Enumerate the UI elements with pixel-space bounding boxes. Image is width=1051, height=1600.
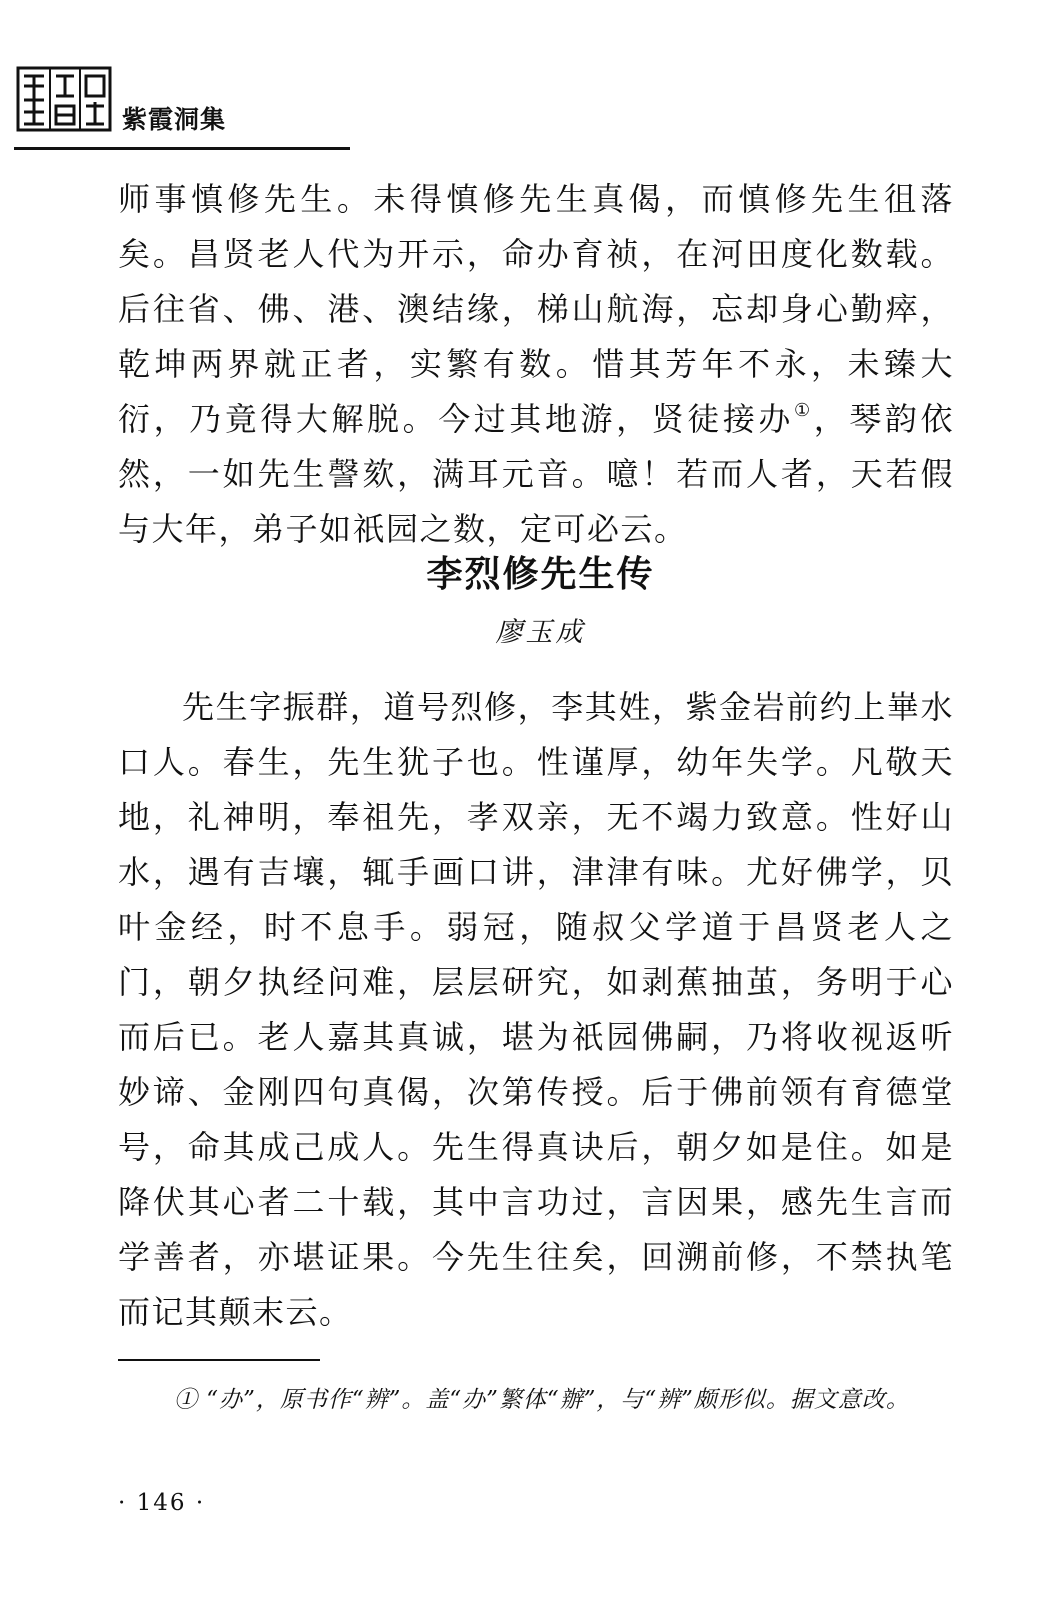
paragraph-text-after-note: ，琴韵依然，一如先生謦欬，满耳元音。噫！若而人者，天若假与大年，弟子如祇园之数，定可必云。 (118, 400, 954, 548)
page-number: · 146 · (118, 1490, 206, 1516)
footnote-marker: ① (794, 400, 814, 421)
essay-paragraph: 先生字振群，道号烈修，李其姓，紫金岩前约上崋水口人。春生，先生犹子也。性谨厚，幼年失学。凡敬天地，礼神明，奉祖先，孝双亲，无不竭力致意。性好山水，遇有吉壤，辄手画口讲，津津有味。尤好佛学，贝叶金经，时不息手。弱冠，随叔父学道于昌贤老人之门，朝夕执经问难，层层研究，如剥蕉抽茧，务明于心而后已。老人嘉其真诚，堪为祇园佛嗣，乃将收视返听妙谛、金刚四句真偈，次第传授。后于佛前领有育德堂号，命其成己成人。先生得真诀后，朝夕如是住。如是降伏其心者二十载，其中言功过，言因果，感先生言而学善者，亦堪证果。今先生往矣，回溯前修，不禁执笔而记其颠末云。 (118, 688, 954, 1331)
seal-logo (16, 66, 112, 132)
footnote: ① “办”，原书作“辨”。盖“办”繁体“辦”，与“辨”颇形似。据文意改。 (174, 1387, 910, 1413)
paragraph-continued (118, 172, 954, 557)
running-title: 紫霞洞集 (122, 105, 227, 134)
header-rule (14, 147, 350, 150)
paragraph-text-before-note: 师事慎修先生。未得慎修先生真偈，而慎修先生徂落矣。昌贤老人代为开示，命办育祯，在河田度化数载。后往省、佛、港、澳结缘，梯山航海，忘却身心勤瘁，乾坤两界就正者，实繁有数。惜其芳年不永，未臻大衍，乃竟得大解脱。今过其地游，贤徒接办 (118, 180, 954, 438)
essay-author: 廖玉成 (495, 617, 586, 648)
essay-title: 李烈修先生传 (426, 554, 655, 595)
footnote-rule (118, 1359, 320, 1361)
